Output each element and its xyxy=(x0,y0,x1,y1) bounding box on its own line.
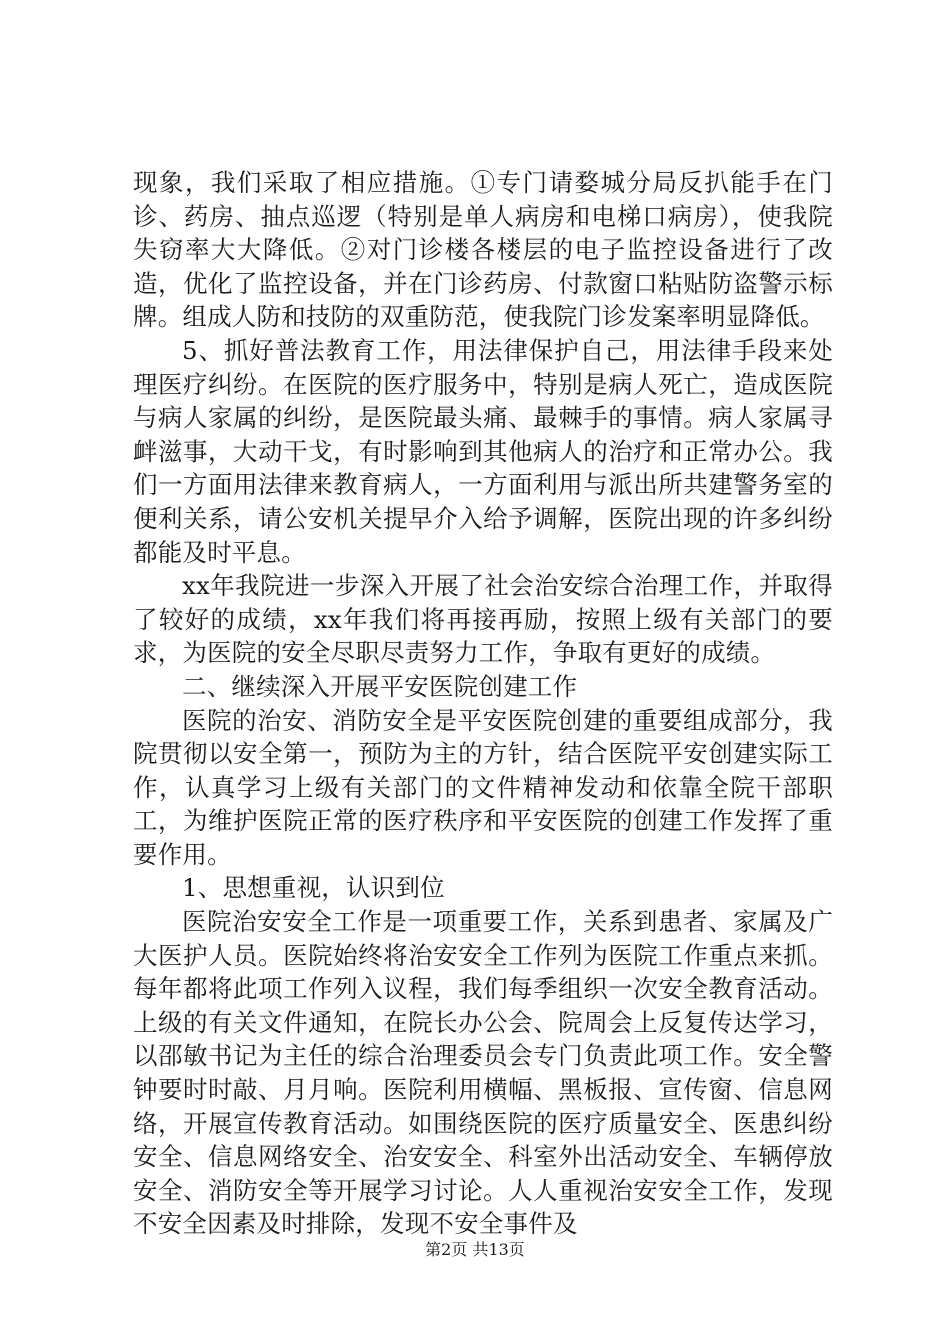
paragraph-4: 医院的治安、消防安全是平安医院创建的重要组成部分，我院贯彻以安全第一，预防为主的方针，结合医院平安创建实际工作，认真学习上级有关部门的文件精神发动和依靠全院干部职工，为维护医院正常的医疗秩序和平安医院的创建工作发挥了重要作用。 xyxy=(133,705,833,869)
subheading-1: 1、思想重视，认识到位 xyxy=(182,873,445,903)
paragraph-1: 现象，我们采取了相应措施。①专门请婺城分局反扒能手在门诊、药房、抽点巡逻（特别是单人病房和电梯口病房），使我院失窃率大大降低。②对门诊楼各楼层的电子监控设备进行了改造，优化了监控设备，并在门诊药房、付款窗口粘贴防盗警示标牌。组成人防和技防的双重防范，使我院门诊发案率明显降低。 xyxy=(133,168,833,332)
page-number-footer: 第2页 共13页 xyxy=(425,1240,525,1259)
document-body xyxy=(133,166,833,1241)
paragraph-3: xx年我院进一步深入开展了社会治安综合治理工作，并取得了较好的成绩，xx年我们将再接再励，按照上级有关部门的要求，为医院的安全尽职尽责努力工作，争取有更好的成绩。 xyxy=(133,571,833,668)
section-heading-2: 二、继续深入开展平安医院创建工作 xyxy=(182,671,578,701)
paragraph-5: 医院治安安全工作是一项重要工作，关系到患者、家属及广大医护人员。医院始终将治安安全工作列为医院工作重点来抓。每年都将此项工作列入议程，我们每季组织一次安全教育活动。上级的有关文件通知，在院长办公会、院周会上反复传达学习，以邵敏书记为主任的综合治理委员会专门负责此项工作。安全警钟要时时敲、月月响。医院利用横幅、黑板报、宣传窗、信息网络，开展宣传教育活动。如围绕医院的医疗质量安全、医患纠纷安全、信息网络安全、治安安全、科室外出活动安全、车辆停放安全、消防安全等开展学习讨论。人人重视治安安全工作，发现不安全因素及时排除，发现不安全事件及 xyxy=(133,907,833,1239)
paragraph-2: 5、抓好普法教育工作，用法律保护自己，用法律手段来处理医疗纠纷。在医院的医疗服务中，特别是病人死亡，造成医院与病人家属的纠纷，是医院最头痛、最棘手的事情。病人家属寻衅滋事，大动干戈，有时影响到其他病人的治疗和正常办公。我们一方面用法律来教育病人，一方面利用与派出所共建警务室的便利关系，请公安机关提早介入给予调解，医院出现的许多纠纷都能及时平息。 xyxy=(133,335,833,567)
